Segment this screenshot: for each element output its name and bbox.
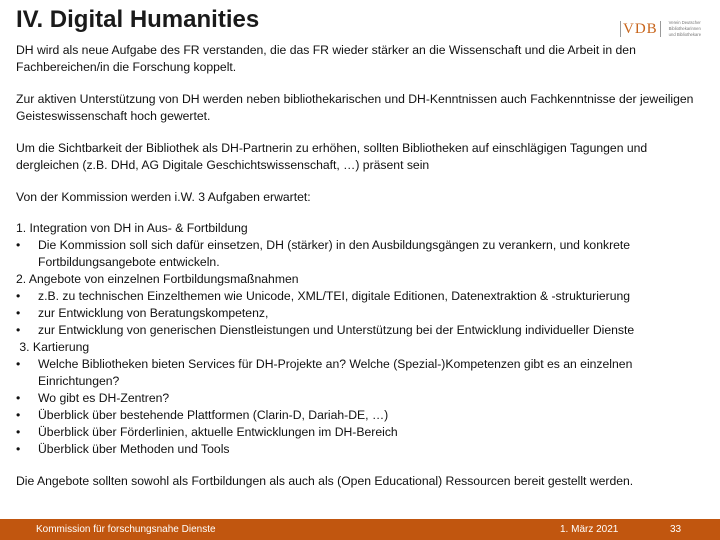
bullet-icon: • [16,238,21,252]
logo-text [669,20,713,38]
bullet-text: zur Entwicklung von Beratungskompetenz, [38,306,269,320]
slide-body [16,42,706,490]
logo-line: Bibliothekarinnen [668,26,701,31]
bullet-item [16,424,706,441]
bullet-item [16,407,706,424]
bullet-icon: • [16,425,21,439]
paragraph-dh-task: DH wird als neue Aufgabe des FR verstanden, die das FR wieder stärker an die Wissenschaft und die Arbeit in den Fachbereichen/in die Forschung koppelt. [16,43,636,74]
footer-page-number: 33 [670,524,682,535]
paragraph-closing: Die Angebote sollten sowohl als Fortbildungen als auch als (Open Educational) Ressourcen bereit gestellt werden. [16,474,634,488]
footer-commission: Kommission für forschungsnahe Dienste [36,524,216,535]
paragraph-expectations: Von der Kommission werden i.W. 3 Aufgaben erwartet: [16,190,311,204]
bullet-item [16,322,706,339]
slide-title: IV. Digital Humanities [16,6,260,33]
logo-line: und Bibliothekare [668,32,702,37]
bullet-text: Überblick über Methoden und Tools [38,442,230,456]
bullet-item [16,390,706,407]
bullet-icon: • [16,289,21,303]
bullet-item [16,237,706,271]
bullet-text: Welche Bibliotheken bieten Services für DH-Projekte an? Welche (Spezial-)Kompetenzen gibt es an einzelnen Einrichtungen? [38,357,633,388]
bullet-item [16,356,706,390]
task-heading: 3. Kartierung [16,340,90,354]
task-list [16,220,706,458]
footer-date: 1. März 2021 [560,524,619,535]
bullet-icon: • [16,442,21,456]
bullet-icon: • [16,408,21,422]
bullet-icon: • [16,357,21,371]
vdb-logo [618,14,714,44]
bullet-text: zur Entwicklung von generischen Dienstleistungen und Unterstützung bei der Entwicklung individueller Dienste [38,323,635,337]
bullet-text: Überblick über bestehende Plattformen (Clarin-D, Dariah-DE, …) [38,408,389,422]
bullet-icon: • [16,391,21,405]
bullet-item [16,441,706,458]
bullet-item [16,288,706,305]
paragraph-visibility: Um die Sichtbarkeit der Bibliothek als DH-Partnerin zu erhöhen, sollten Bibliotheken auf einschlägigen Tagungen und dergleichen (z.B. DHd, AG Digitale Geschichtswissenschaft, …) präsent sein [16,141,648,172]
bullet-icon: • [16,306,21,320]
logo-mark [618,21,663,38]
bullet-text: Wo gibt es DH-Zentren? [38,391,170,405]
slide-footer [0,519,720,540]
task-heading: 2. Angebote von einzelnen Fortbildungsmaßnahmen [16,272,299,286]
bullet-text: Überblick über Förderlinien, aktuelle Entwicklungen im DH-Bereich [38,425,398,439]
logo-mark-text: VDB [623,20,658,37]
paragraph-support: Zur aktiven Unterstützung von DH werden neben bibliothekarischen und DH-Kenntnissen auch Fachkenntnisse der jeweiligen Geisteswissenschaft hoch gewertet. [16,92,694,123]
bullet-icon: • [16,323,21,337]
bullet-text: Die Kommission soll sich dafür einsetzen, DH (stärker) in den Ausbildungsgängen zu verankern, und konkrete Fortbildungsangebote entwickeln. [38,238,631,269]
bullet-item [16,305,706,322]
task-heading: 1. Integration von DH in Aus- & Fortbildung [16,221,248,235]
bullet-text: z.B. zu technischen Einzelthemen wie Unicode, XML/TEI, digitale Editionen, Datenextraktion & -strukturierung [38,289,631,303]
logo-line: Verein Deutscher [668,20,701,25]
